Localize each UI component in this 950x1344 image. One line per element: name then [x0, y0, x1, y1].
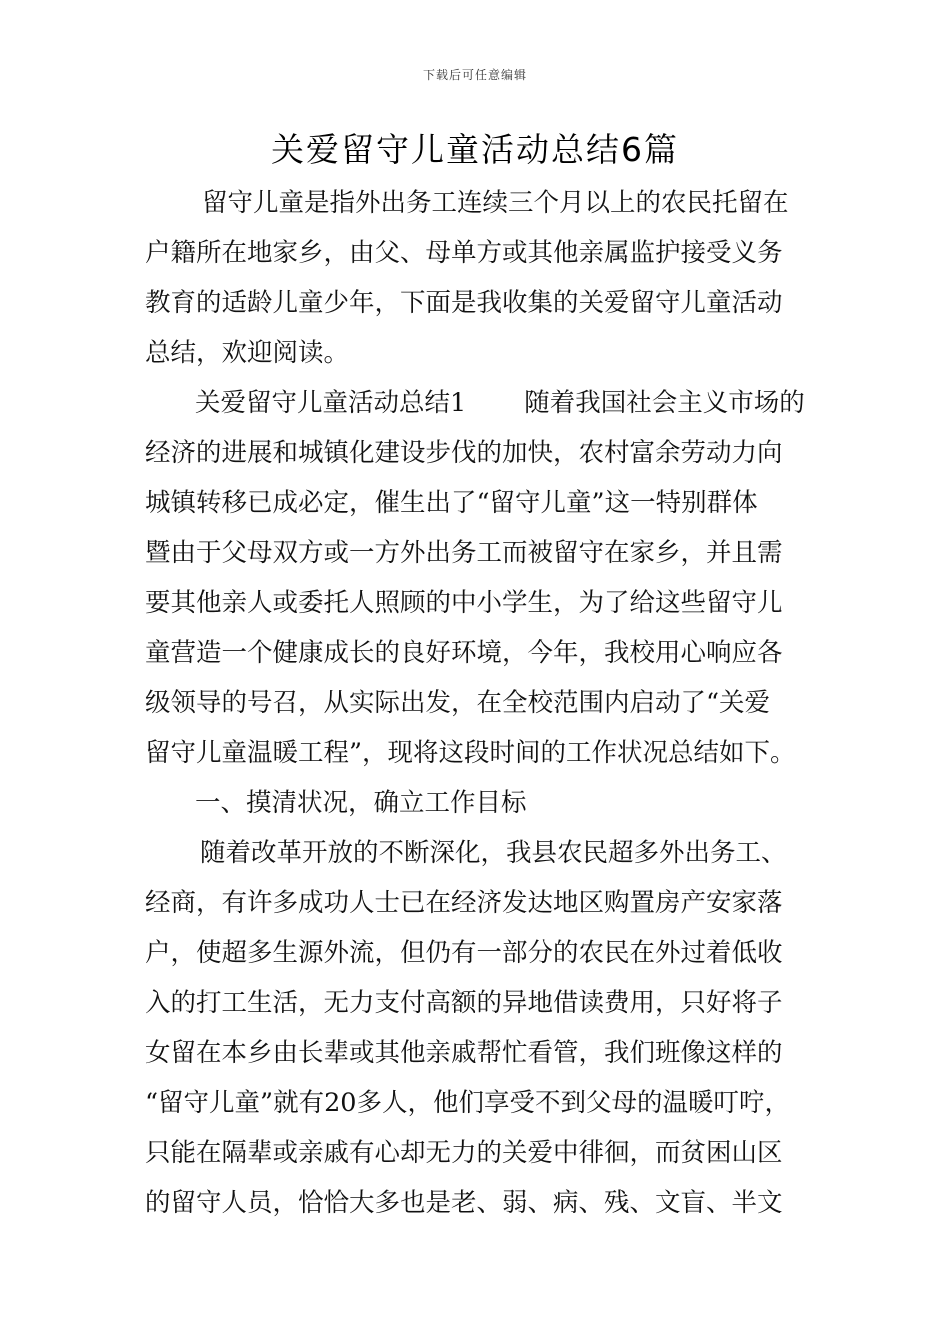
paragraph-line: 随着改革开放的不断深化，我县农民超多外出务工、	[200, 838, 787, 868]
section-heading: 关爱留守儿童活动总结1	[195, 388, 467, 418]
paragraph-line: 要其他亲人或委托人照顾的中小学生，为了给这些留守儿	[145, 588, 783, 618]
paragraph-line: 女留在本乡由长辈或其他亲戚帮忙看管，我们班像这样的	[145, 1038, 783, 1068]
paragraph-line: 户，使超多生源外流，但仍有一部分的农民在外过着低收	[145, 938, 783, 968]
paragraph-line: 童营造一个健康成长的良好环境，今年，我校用心响应各	[145, 638, 783, 668]
paragraph-text: 随着我国社会主义市场的	[524, 388, 805, 418]
document-body	[145, 178, 815, 1228]
paragraph-line: 户籍所在地家乡，由父、母单方或其他亲属监护接受义务	[145, 238, 783, 268]
paragraph-line: 教育的适龄儿童少年，下面是我收集的关爱留守儿童活动	[145, 288, 783, 318]
paragraph-line: 总结，欢迎阅读。	[145, 338, 350, 368]
header-note: 下载后可任意编辑	[422, 68, 527, 82]
paragraph-line: 城镇转移已成必定，催生出了“留守儿童”这一特别群体	[145, 488, 758, 518]
paragraph-line: 经商，有许多成功人士已在经济发达地区购置房产安家落	[145, 888, 783, 918]
paragraph-line: 入的打工生活，无力支付高额的异地借读费用，只好将子	[145, 988, 783, 1018]
document-title: 关爱留守儿童活动总结6篇	[271, 130, 679, 169]
paragraph-line: 的留守人员，恰恰大多也是老、弱、病、残、文盲、半文	[145, 1188, 783, 1218]
paragraph-line: 留守儿童是指外出务工连续三个月以上的农民托留在	[202, 188, 789, 218]
paragraph-line: 留守儿童温暖工程”，现将这段时间的工作状况总结如下。	[145, 738, 796, 768]
paragraph-line: “留守儿童”就有20多人，他们享受不到父母的温暖叮咛，	[145, 1088, 791, 1118]
paragraph-line: 级领导的号召，从实际出发，在全校范围内启动了“关爱	[145, 688, 771, 718]
paragraph-line: 经济的进展和城镇化建设步伐的加快，农村富余劳动力向	[145, 438, 783, 468]
section-heading: 一、摸清状况，确立工作目标	[195, 788, 527, 818]
paragraph-line: 只能在隔辈或亲戚有心却无力的关爱中徘徊，而贫困山区	[145, 1138, 783, 1168]
paragraph-line	[145, 378, 815, 428]
paragraph-line: 暨由于父母双方或一方外出务工而被留守在家乡，并且需	[145, 538, 783, 568]
